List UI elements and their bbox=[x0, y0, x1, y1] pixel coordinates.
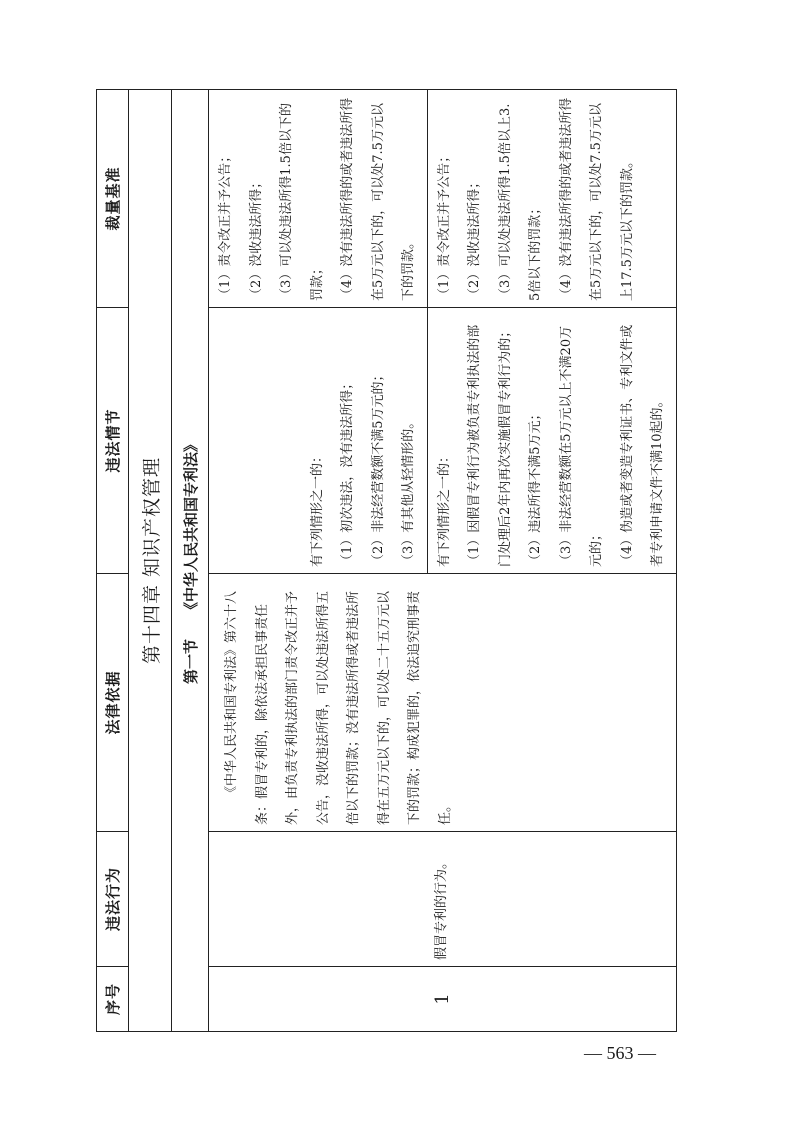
table-header-row bbox=[97, 90, 129, 1032]
page-number: — 563 — bbox=[584, 1043, 656, 1063]
circumstance-normal bbox=[428, 308, 676, 573]
section-row bbox=[172, 90, 209, 1032]
circumstance-normal-item: （1）因假冒专利行为被负责专利执法的部门处理后2年内再次实施假冒专利行为的； bbox=[467, 324, 513, 567]
circumstance-light-item: （1）初次违法，没有违法所得； bbox=[340, 376, 355, 567]
circumstance-normal-lead: 有下列情形之一的： bbox=[436, 449, 452, 567]
legal-basis-cell bbox=[209, 574, 677, 832]
standard-light bbox=[209, 90, 427, 307]
standard-light-item: （4）没有违法所得的或者违法所得在5万元以下的，可以处7.5万元以下的罚款。 bbox=[340, 97, 416, 301]
standard-normal-item: （2）没收违法所得； bbox=[467, 175, 482, 301]
circumstance-normal-item: （3）非法经营数额在5万元以上不满20万元的； bbox=[558, 325, 604, 567]
chapter-row bbox=[129, 90, 172, 1032]
standard-light-cell bbox=[209, 90, 428, 308]
section-prefix: 第一节 bbox=[181, 639, 200, 685]
row-number: 1 bbox=[209, 967, 677, 1032]
header-seq: 序号 bbox=[97, 967, 129, 1032]
section-name: 《中华人民共和国专利法》 bbox=[181, 436, 200, 617]
header-standard: 裁量基准 bbox=[97, 90, 129, 308]
standard-light-item: （1）责令改正并予公告； bbox=[218, 149, 233, 301]
circumstance-normal-cell bbox=[427, 308, 676, 574]
standard-normal-item: （3）可以处违法所得1.5倍以上3.5倍以下的罚款； bbox=[497, 103, 543, 301]
section-title bbox=[172, 90, 209, 1032]
violation-act: 假冒专利的行为。 bbox=[434, 855, 449, 960]
circumstance-normal-item: （2）违法所得不满5万元； bbox=[528, 407, 543, 567]
standard-normal-cell bbox=[427, 90, 676, 308]
standard-normal-item: （1）责令改正并予公告； bbox=[436, 149, 452, 301]
circumstance-normal-item: （4）伪造或者变造专利证书、专利文件或者专利申请文件不满10起的。 bbox=[619, 324, 665, 567]
standard-light-item: （2）没收违法所得； bbox=[248, 175, 264, 301]
circumstance-light-item: （3）有其他从轻情形的。 bbox=[401, 415, 416, 567]
header-act: 违法行为 bbox=[97, 832, 129, 967]
header-basis: 法律依据 bbox=[97, 574, 129, 832]
circumstance-light-cell bbox=[209, 308, 428, 574]
chapter-title: 第十四章 知识产权管理 bbox=[129, 90, 172, 1032]
penalty-standard-table bbox=[96, 89, 677, 1032]
standard-normal bbox=[428, 90, 646, 307]
circumstance-light-lead: 有下列情形之一的： bbox=[309, 449, 325, 567]
rotated-table-frame bbox=[96, 90, 667, 1032]
standard-normal-item: （4）没有违法所得的或者违法所得在5万元以下的，可以处7.5万元以上17.5万元以下的罚款。 bbox=[558, 97, 635, 301]
legal-basis-text: 《中华人民共和国专利法》第六十八条：假冒专利的，除依法承担民事责任外，由负责专利执法的部门责令改正并予公告，没收违法所得，可以处违法所得五倍以下的罚款；没有违法所得或者违法所得在五万元以下的，可以处二十五万元以下的罚款；构成犯罪的，依法追究刑事责任。 bbox=[224, 590, 453, 825]
circumstance-light-item: （2）非法经营数额不满5万元的； bbox=[370, 368, 386, 567]
violation-act-cell bbox=[209, 832, 677, 967]
circumstance-light bbox=[301, 308, 427, 573]
header-circumstance: 违法情节 bbox=[97, 308, 129, 574]
standard-light-item: （3）可以处违法所得1.5倍以下的罚款； bbox=[279, 103, 325, 301]
table-row bbox=[209, 90, 428, 1032]
